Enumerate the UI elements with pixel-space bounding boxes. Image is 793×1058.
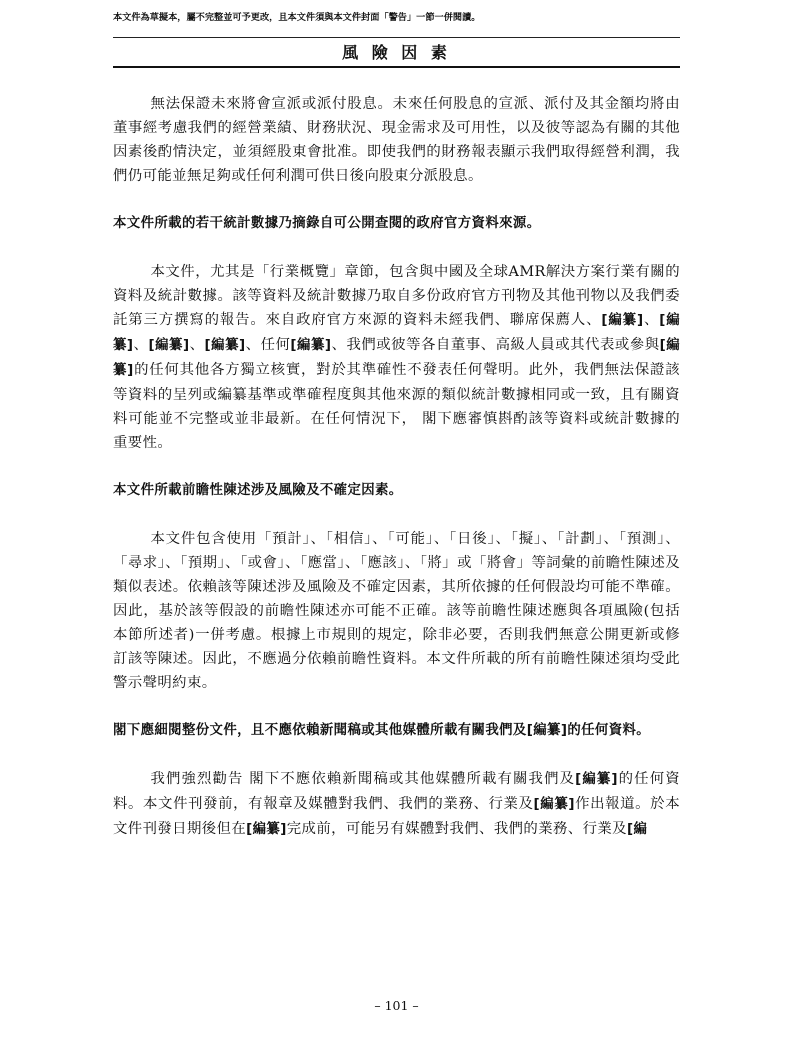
paragraph-press-text-3: 作出報道。於本文件刊發日期後但在 — [113, 796, 680, 837]
redacted-term: [編纂] — [113, 338, 681, 378]
paragraph-statistics-text-1: 本文件，尤其是「行業概覽」章節，包含與中國及全球AMR解決方案行業有關的資料及統計數據。該等資料及統計數據乃取自多份政府官方刊物及其他刊物以及我們委託第三方撰寫的報告。來自政府官方來源的資料未經我們、聯席保薦人、 — [113, 264, 680, 328]
paragraph-press-text-1: 我們強烈勸告 閣下不應依賴新聞稿或其他媒體所載有關我們及 — [150, 771, 576, 787]
paragraph-statistics-text-7: 的任何其他各方獨立核實，對於其準確性不發表任何聲明。此外，我們無法保證該等資料的呈列或編纂基準或準確程度與其他來源的類似統計數據相同或一致，且有關資料可能並不完整或並非最新。在任何情況下， 閣下應審慎斟酌該等資料或統計數據的重要性。 — [113, 362, 681, 451]
redacted-term: [編纂] — [148, 338, 190, 353]
paragraph-press-text-4: 完成前，可能另有媒體對我們、我們的業務、行業及 — [286, 821, 627, 837]
redacted-term: [編纂] — [246, 822, 287, 837]
redacted-term: [編纂] — [575, 772, 618, 787]
paragraph-press-reliance — [113, 767, 680, 842]
paragraph-statistics-text-5: 、任何 — [245, 337, 291, 353]
paragraph-statistics-text-6: 、我們或彼等各自董事、高級人員或其代表或參與 — [331, 337, 660, 353]
paragraph-dividend: 無法保證未來將會宣派或派付股息。未來任何股息的宣派、派付及其金額均將由董事經考慮我們的經營業績、財務狀況、現金需求及可用性，以及彼等認為有關的其他因素後酌情決定，並須經股東會批准。即使我們的財務報表顯示我們取得經營利潤，我們仍可能並無足夠或任何利潤可供日後向股東分派股息。 — [113, 96, 680, 184]
document-body — [113, 92, 680, 842]
heading-statistics: 本文件所載的若干統計數據乃摘錄自可公開查閱的政府官方資料來源。 — [113, 216, 541, 231]
redacted-term: [編纂] — [533, 797, 575, 812]
redacted-term: [編纂] — [601, 313, 644, 328]
paragraph-press-text-2: 的任何資料。本文件刊發前，有報章及媒體對我們、我們的業務、行業及 — [113, 771, 681, 812]
paragraph-statistics — [113, 260, 680, 455]
section-title: 風 險 因 素 — [342, 43, 451, 62]
paragraph-forward-looking: 本文件包含使用「預計」、「相信」、「可能」、「日後」、「擬」、「計劃」、「預測」、「尋求」、「預期」、「或會」、「應當」、「應該」、「將」或「將會」等詞彙的前瞻性陳述及類似表述。依賴該等陳述涉及風險及不確定因素，其所依據的任何假設均可能不準確。因此，基於該等假設的前瞻性陳述亦可能不正確。該等前瞻性陳述應與各項風險(包括本節所述者)一併考慮。根據上市規則的規定，除非必要，否則我們無意公開更新或修訂該等陳述。因此，不應過分依賴前瞻性資料。本文件所載的所有前瞻性陳述須均受此警示聲明約束。 — [113, 531, 680, 691]
redacted-term: [編纂] — [113, 313, 681, 353]
paragraph-statistics-text-2: 、 — [643, 312, 660, 328]
title-rule — [113, 66, 680, 68]
redacted-term: [編纂] — [290, 338, 332, 353]
heading-press-reliance: 閣下應細閱整份文件，且不應依賴新聞稿或其他媒體所載有關我們及[編纂]的任何資料。 — [113, 723, 651, 738]
paragraph-statistics-text-4: 、 — [189, 337, 205, 353]
paragraph-statistics-text-3: 、 — [133, 337, 149, 353]
redacted-term: [編 — [626, 822, 648, 837]
redacted-term: [編纂] — [204, 338, 246, 353]
draft-notice: 本文件為草擬本，屬不完整並可予更改，且本文件須與本文件封面「警告」一節一併閱讀。 — [113, 12, 481, 23]
header-rule — [113, 37, 680, 38]
page-number: – 101 – — [374, 998, 419, 1013]
heading-forward-looking: 本文件所載前瞻性陳述涉及風險及不確定因素。 — [113, 483, 403, 498]
